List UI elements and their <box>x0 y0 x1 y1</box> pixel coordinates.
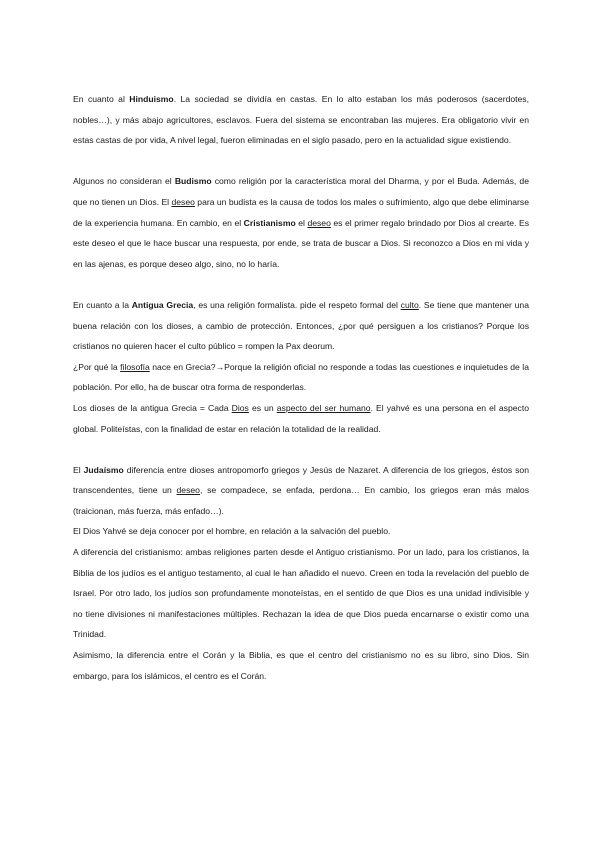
bold-term: Budismo <box>174 176 212 187</box>
paragraph-spacer <box>73 439 529 460</box>
underlined-term: Dios <box>231 402 249 413</box>
paragraph <box>73 460 529 522</box>
paragraph <box>73 542 529 645</box>
paragraph-spacer <box>73 151 529 172</box>
text-run: El <box>73 464 84 475</box>
paragraph <box>73 398 529 439</box>
text-run: el <box>295 217 308 228</box>
paragraph <box>73 89 529 151</box>
paragraph <box>73 357 529 398</box>
text-run: . La sociedad se dividía en castas. En lo alto estaban los más poderosos (sacerdotes, nobles…), y más abajo agricultores, esclavos. Fuera del sistema se encontraban las mujeres. Era obligatorio vivir en estas castas de por vida, A nivel legal, fueron eliminadas en el siglo pasado, pero en la actualidad sigue existiendo. <box>73 94 529 146</box>
bold-term: Hinduismo <box>129 94 174 104</box>
text-run: es un <box>248 402 277 413</box>
paragraph-spacer <box>73 274 529 295</box>
bold-term: Antigua Grecia <box>131 299 194 310</box>
text-run: , se compadece, se enfada, perdona… En cambio, los griegos eran más malos (traicionan, más fuerza, más enfado…). <box>73 485 529 516</box>
underlined-term: filosofía <box>120 361 150 372</box>
text-run: En cuanto al <box>73 94 130 104</box>
underlined-term: culto <box>400 299 419 310</box>
underlined-term: aspecto del ser humano <box>276 402 371 413</box>
text-run: es el primer regalo brindado por Dios al crearte. Es este deseo el que le hace buscar una respuesta, por ende, se trata de buscar a Dios. Si reconozco a Dios en mi vida y en las ajenas, es porque deseo algo, sino, no lo haría. <box>73 217 529 269</box>
text-run: nace en Grecia?→Porque la religión oficial no responde a todas las cuestiones e inquietudes de la población. Por ello, ha de buscar otra forma de responderlas. <box>73 361 529 393</box>
text-run: ¿Por qué la <box>73 361 121 372</box>
text-run: . Se tiene que mantener una buena relación con los dioses, a cambio de protección. Entonces, ¿por qué persiguen a los cristianos? Porque los cristianos no quieren hacer el culto público = rompen la Pax deorum. <box>73 299 529 352</box>
text-run: para un budista es la causa de todos los males o sufrimiento, algo que debe eliminarse de la experiencia humana. En cambio, en el <box>73 196 529 228</box>
underlined-term: deseo <box>171 196 195 207</box>
text-run: Los dioses de la antigua Grecia = Cada <box>73 402 232 413</box>
bold-term: Judaísmo <box>83 464 124 475</box>
text-run: El Dios Yahvé se deja conocer por el hombre, en relación a la salvación del pueblo. <box>73 526 391 537</box>
text-run: En cuanto a la <box>73 299 132 310</box>
text-run: como religión por la característica moral del Dharma, y por el Buda. Además, de que no tienen un Dios. El <box>73 176 529 207</box>
paragraph <box>73 171 529 274</box>
paragraph <box>73 521 529 542</box>
document-body <box>73 89 529 686</box>
underlined-term: deseo <box>307 217 331 228</box>
text-run: Algunos no consideran el <box>73 176 175 187</box>
text-run: . El yahvé es una persona en el aspecto global. Politeístas, con la finalidad de estar en relación la totalidad de la realidad. <box>73 402 529 434</box>
text-run: A diferencia del cristianismo: ambas religiones parten desde el Antiguo cristianismo. Por un lado, para los cristianos, la Biblia de los judíos es el antiguo testamento, al cual le han añadido el nuevo. Creen en toda la revelación del pueblo de Israel. Por otro lado, los judíos son profundamente monoteístas, en el sentido de que Dios es una unidad indivisible y no tiene divisiones ni manifestaciones múltiples. Rechazan la idea de que Dios pueda encarnarse o existir como una Trinidad. <box>73 547 529 640</box>
paragraph <box>73 295 529 357</box>
text-run: diferencia entre dioses antropomorfo griegos y Jesús de Nazaret. A diferencia de los griegos, éstos son transcendentes, tiene un <box>73 464 529 496</box>
text-run: Asimismo, la diferencia entre el Corán y la Biblia, es que el centro del cristianismo no es su libro, sino Dios. Sin embargo, para los islámicos, el centro es el Corán. <box>73 650 529 681</box>
underlined-term: deseo <box>176 485 200 496</box>
bold-term: Cristianismo <box>243 217 296 228</box>
paragraph <box>73 645 529 686</box>
text-run: , es una religión formalista. pide el respeto formal del <box>193 299 401 310</box>
